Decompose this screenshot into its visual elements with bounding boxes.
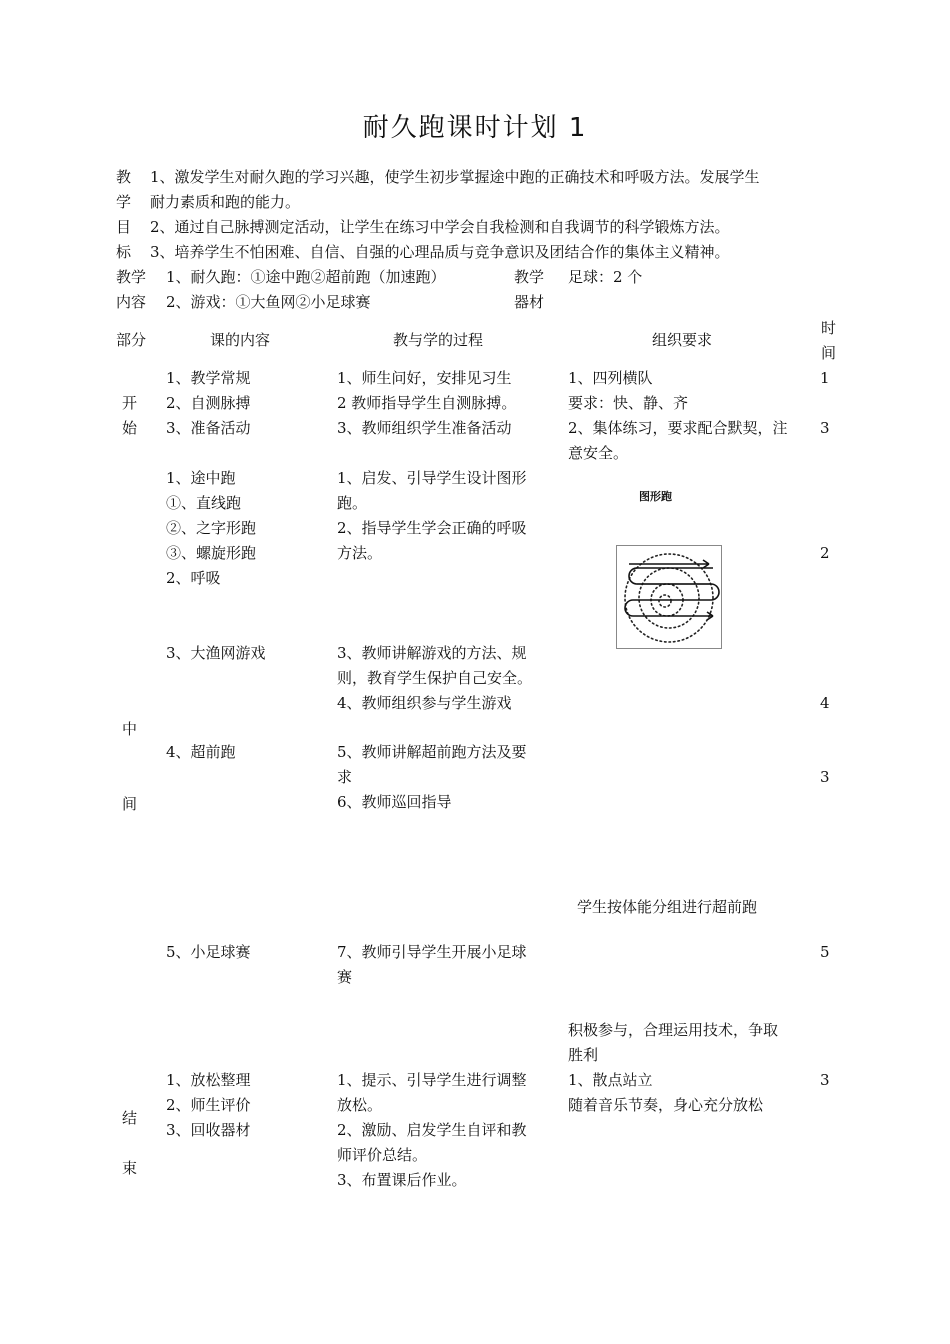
start-process-item: 1、师生问好，安排见习生 bbox=[337, 369, 512, 387]
middle-content-item: ①、直线跑 bbox=[166, 494, 242, 512]
section-middle-label: 间 bbox=[122, 795, 138, 813]
objectives-side-label: 标 bbox=[116, 243, 132, 261]
middle-content-item: ②、之字形跑 bbox=[166, 519, 257, 537]
end-process-item: 3、布置课后作业。 bbox=[337, 1171, 467, 1189]
objective-text: 1、激发学生对耐久跑的学习兴趣，使学生初步掌握途中跑的正确技术和呼吸方法。发展学生 bbox=[150, 168, 760, 186]
header-part: 部分 bbox=[116, 331, 147, 349]
start-content-item: 2、自测脉搏 bbox=[166, 394, 251, 412]
start-time: 3 bbox=[820, 419, 830, 437]
middle-time: 2 bbox=[820, 544, 830, 562]
header-process: 教与学的过程 bbox=[393, 331, 484, 349]
start-process-item: 2 教师指导学生自测脉搏。 bbox=[337, 394, 517, 412]
pattern-running-diagram bbox=[616, 545, 722, 649]
middle-process-item: 方法。 bbox=[337, 544, 383, 562]
end-process-item: 1、提示、引导学生进行调整 bbox=[337, 1071, 527, 1089]
middle-content-item: 3、大渔网游戏 bbox=[166, 644, 266, 662]
objectives-side-label: 教 bbox=[116, 168, 132, 186]
end-process-item: 师评价总结。 bbox=[337, 1146, 428, 1164]
section-start-label: 开 bbox=[122, 394, 138, 412]
end-content-item: 1、放松整理 bbox=[166, 1071, 251, 1089]
middle-content-item: 2、呼吸 bbox=[166, 569, 221, 587]
middle-process-item: 3、教师讲解游戏的方法、规 bbox=[337, 644, 527, 662]
content-item: 1、耐久跑：①途中跑②超前跑（加速跑） bbox=[166, 268, 446, 286]
end-process-item: 放松。 bbox=[337, 1096, 383, 1114]
middle-process-item: 6、教师巡回指导 bbox=[337, 793, 452, 811]
objective-text: 3、培养学生不怕困难、自信、自强的心理品质与竞争意识及团结合作的集体主义精神。 bbox=[150, 243, 730, 261]
end-content-item: 3、回收器材 bbox=[166, 1121, 251, 1139]
middle-time: 4 bbox=[820, 694, 830, 712]
start-org-item: 1、四列横队 bbox=[568, 369, 653, 387]
middle-time: 5 bbox=[820, 943, 830, 961]
middle-process-item: 1、启发、引导学生设计图形 bbox=[337, 469, 527, 487]
middle-org-item: 积极参与，合理运用技术，争取 bbox=[568, 1021, 779, 1039]
pattern-running-icon bbox=[617, 546, 721, 648]
section-middle-label: 中 bbox=[122, 720, 138, 738]
middle-content-item: 1、途中跑 bbox=[166, 469, 236, 487]
middle-process-item: 7、教师引导学生开展小足球 bbox=[337, 943, 527, 961]
middle-process-item: 跑。 bbox=[337, 494, 368, 512]
middle-process-item: 5、教师讲解超前跑方法及要 bbox=[337, 743, 527, 761]
content-item: 2、游戏：①大鱼网②小足球赛 bbox=[166, 293, 371, 311]
start-org-item: 2、集体练习，要求配合默契，注 bbox=[568, 419, 788, 437]
middle-process-item: 则，教育学生保护自己安全。 bbox=[337, 669, 533, 687]
content-label: 教学 bbox=[116, 268, 147, 286]
section-end-label: 束 bbox=[122, 1159, 138, 1177]
start-content-item: 3、准备活动 bbox=[166, 419, 251, 437]
middle-process-item: 求 bbox=[337, 768, 353, 786]
middle-org-item: 胜利 bbox=[568, 1046, 599, 1064]
end-org-item: 随着音乐节奏，身心充分放松 bbox=[568, 1096, 764, 1114]
header-time: 时 bbox=[821, 319, 837, 337]
objectives-side-label: 目 bbox=[116, 218, 132, 236]
middle-time: 3 bbox=[820, 768, 830, 786]
content-label: 内容 bbox=[116, 293, 147, 311]
middle-content-item: ③、螺旋形跑 bbox=[166, 544, 257, 562]
start-process-item: 3、教师组织学生准备活动 bbox=[337, 419, 512, 437]
equipment-label: 器材 bbox=[514, 293, 545, 311]
objective-text: 耐力素质和跑的能力。 bbox=[150, 193, 301, 211]
equipment-label: 教学 bbox=[514, 268, 545, 286]
section-end-label: 结 bbox=[122, 1109, 138, 1127]
section-start-label: 始 bbox=[122, 419, 138, 437]
objective-text: 2、通过自己脉搏测定活动，让学生在练习中学会自我检测和自我调节的科学锻炼方法。 bbox=[150, 218, 730, 236]
page-title: 耐久跑课时计划 1 bbox=[362, 113, 588, 143]
end-org-item: 1、散点站立 bbox=[568, 1071, 653, 1089]
start-time: 1 bbox=[820, 369, 830, 387]
objectives-side-label: 学 bbox=[116, 193, 132, 211]
end-time: 3 bbox=[820, 1071, 830, 1089]
start-org-item: 要求：快、静、齐 bbox=[568, 394, 689, 412]
start-org-item: 意安全。 bbox=[568, 444, 629, 462]
header-content: 课的内容 bbox=[210, 331, 271, 349]
end-process-item: 2、激励、启发学生自评和教 bbox=[337, 1121, 527, 1139]
equipment-value: 足球：2 个 bbox=[568, 268, 643, 286]
middle-org-item: 学生按体能分组进行超前跑 bbox=[577, 898, 758, 916]
middle-process-item: 赛 bbox=[337, 968, 353, 986]
end-content-item: 2、师生评价 bbox=[166, 1096, 251, 1114]
middle-process-item: 2、指导学生学会正确的呼吸 bbox=[337, 519, 527, 537]
header-time: 间 bbox=[821, 344, 837, 362]
middle-content-item: 5、小足球赛 bbox=[166, 943, 251, 961]
middle-content-item: 4、超前跑 bbox=[166, 743, 236, 761]
middle-process-item: 4、教师组织参与学生游戏 bbox=[337, 694, 512, 712]
figure-caption: 图形跑 bbox=[639, 490, 672, 503]
header-organization: 组织要求 bbox=[652, 331, 713, 349]
start-content-item: 1、教学常规 bbox=[166, 369, 251, 387]
